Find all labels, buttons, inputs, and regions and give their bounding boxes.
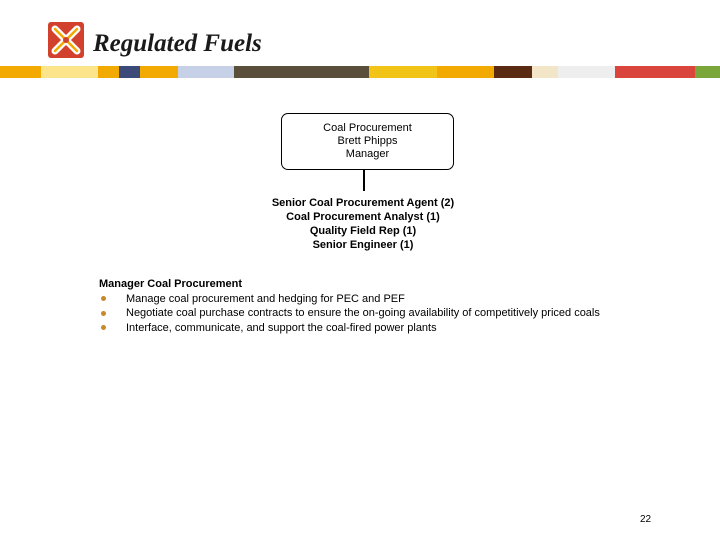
bullet-text: Interface, communicate, and support the coal-fired power plants <box>126 321 437 334</box>
stripe-segment <box>369 66 437 78</box>
staff-list <box>213 196 513 252</box>
bullet-dot-icon <box>101 311 106 316</box>
staff-item: Quality Field Rep (1) <box>309 225 417 237</box>
org-connector-line <box>363 170 365 191</box>
stripe-segment <box>98 66 119 78</box>
description-heading: Manager Coal Procurement <box>99 278 243 290</box>
stripe-segment <box>615 66 695 78</box>
stripe-segment <box>494 66 532 78</box>
stripe-segment <box>437 66 494 78</box>
bullet-item <box>99 292 600 307</box>
cross-x-logo-icon <box>46 20 86 60</box>
bullet-dot-icon <box>101 325 106 330</box>
bullet-item <box>99 321 600 336</box>
staff-item: Senior Coal Procurement Agent (2) <box>271 197 455 209</box>
bullet-dot-icon <box>101 296 106 301</box>
bullet-item <box>99 306 600 321</box>
manager-box <box>281 113 454 170</box>
company-logo <box>46 20 86 60</box>
page-title: Regulated Fuels <box>93 30 262 57</box>
bullet-text: Manage coal procurement and hedging for PEC and PEF <box>126 292 405 305</box>
staff-item: Coal Procurement Analyst (1) <box>286 211 440 223</box>
stripe-segment <box>140 66 178 78</box>
stripe-segment <box>0 66 41 78</box>
stripe-segment <box>41 66 98 78</box>
page-number: 22 <box>640 514 652 525</box>
stripe-segment <box>119 66 140 78</box>
stripe-segment <box>234 66 369 78</box>
box-role: Manager <box>345 148 390 160</box>
stripe-segment <box>695 66 720 78</box>
staff-item: Senior Engineer (1) <box>312 239 414 251</box>
box-person-name: Brett Phipps <box>337 135 398 147</box>
role-description <box>99 277 600 335</box>
header-color-stripe <box>0 66 720 78</box>
box-department: Coal Procurement <box>323 122 412 134</box>
stripe-segment <box>558 66 615 78</box>
stripe-segment <box>532 66 558 78</box>
stripe-segment <box>178 66 234 78</box>
bullet-text: Negotiate coal purchase contracts to ensure the on-going availability of competitively priced coals <box>126 307 600 319</box>
